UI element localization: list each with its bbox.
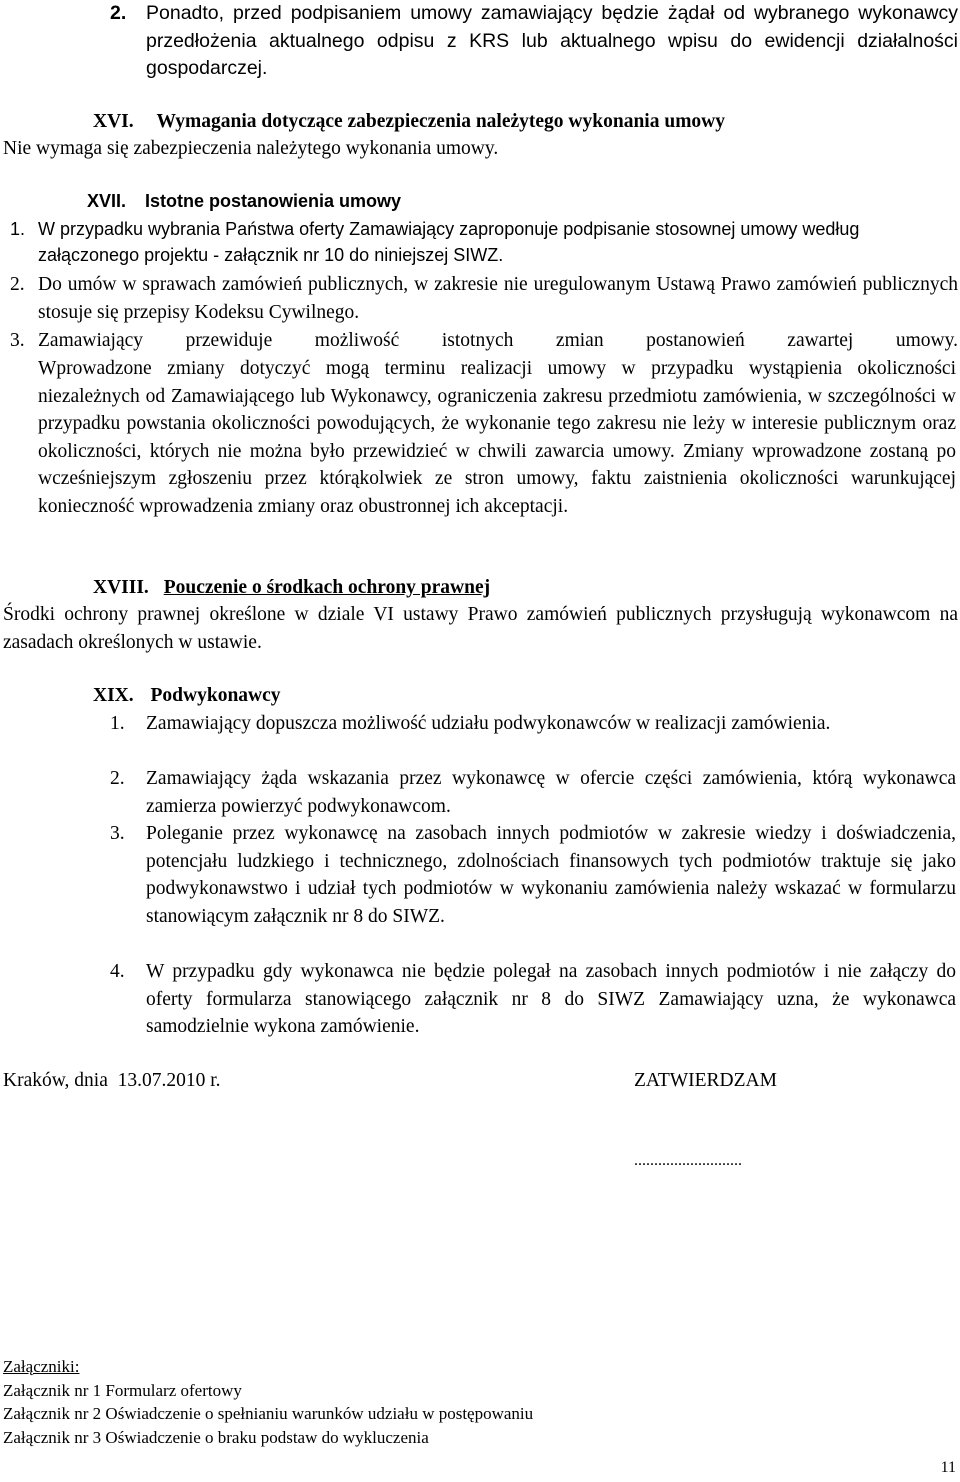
item-number: 4.: [110, 961, 125, 982]
list-item: [110, 765, 956, 820]
list-item: [110, 820, 956, 930]
section-heading-xviii: [93, 574, 953, 602]
item-number: 3.: [10, 330, 25, 351]
section-title: Istotne postanowienia umowy: [145, 191, 402, 211]
intro-item: [110, 0, 958, 83]
item-text: Zamawiający przewiduje możliwość istotnych zmian postanowień zawartej umowy.: [38, 330, 958, 351]
list-item: [110, 710, 956, 738]
list-item: [10, 217, 958, 268]
item-number: 2.: [110, 2, 127, 24]
item-text: W przypadku gdy wykonawca nie będzie polegał na zasobach innych podmiotów i nie załączy do oferty formularza stanowiącego załącznik nr 8 do SIWZ Zamawiający uzna, że wykonawca samodzielnie wykona zamówienie.: [146, 961, 956, 1037]
item-text: Zamawiający żąda wskazania przez wykonawcę w ofercie części zamówienia, którą wykonawca zamierza powierzyć podwykonawcom.: [146, 768, 956, 817]
item-number: 2.: [10, 274, 25, 295]
item-text: Zamawiający dopuszcza możliwość udziału podwykonawców w realizacji zamówienia.: [146, 713, 831, 734]
section-heading-xvii: [87, 189, 947, 215]
section-heading-xvi: [93, 108, 953, 136]
section-number: XVI.: [93, 111, 134, 132]
section-title: Wymagania dotyczące zabezpieczenia należytego wykonania umowy: [156, 111, 726, 132]
approval-label: ZATWIERDZAM: [634, 1070, 777, 1091]
page-number: 11: [940, 1459, 956, 1476]
attachment-item: Załącznik nr 3 Oświadczenie o braku podstaw do wykluczenia: [3, 1427, 429, 1447]
list-item: [10, 327, 958, 355]
paragraph: Wprowadzone zmiany dotyczyć mogą terminu realizacji umowy w przypadku wystąpienia okoliczności niezależnych od Zamawiającego lub Wykonawcy, ograniczenia zakresu przedmiotu zamówienia, w szczególności w przypadku powstania okoliczności powodujących, że wykonanie tego zakresu nie leży w interesie publicznym oraz okoliczności, których nie można było przewidzieć w chwili zawarcia umowy. Zmiany wprowadzone zostaną po wcześniejszym zgłoszeniu przez którąkolwiek ze stron umowy, faktu zaistnienia okoliczności warunkującej konieczność wprowadzenia zmiany oraz obustronnej ich akceptacji.: [38, 358, 956, 517]
item-number: 1.: [110, 713, 125, 734]
attachments-list: [3, 1355, 533, 1449]
item-text: Poleganie przez wykonawcę na zasobach innych podmiotów w zakresie wiedzy i doświadczenia, potencjału ludzkiego i technicznego, zdolnościach finansowych tych podmiotów traktuje się jako podwykonawstwo i udział tych podmiotów w wykonaniu zamówienia należy wskazać w formularzu stanowiącym załącznik nr 8 do SIWZ.: [146, 823, 956, 927]
item-number: 3.: [110, 823, 125, 844]
section-body-xvi: Nie wymaga się zabezpieczenia należytego wykonania umowy.: [3, 138, 499, 159]
attachment-item: Załącznik nr 2 Oświadczenie o spełnianiu warunków udziału w postępowaniu: [3, 1404, 534, 1423]
item-text: Ponadto, przed podpisaniem umowy zamawiający będzie żądał od wybranego wykonawcy przedłożenia aktualnego odpisu z KRS lub aktualnego wpisu do ewidencji działalności gospodarczej.: [146, 2, 958, 79]
section-number: XVII.: [87, 191, 127, 211]
item-text: Do umów w sprawach zamówień publicznych, w zakresie nie uregulowanym Ustawą Prawo zamówień publicznych stosuje się przepisy Kodeksu Cywilnego.: [38, 274, 958, 323]
place-date: Kraków, dnia 13.07.2010 r.: [3, 1070, 221, 1091]
section-title: Pouczenie o środkach ochrony prawnej: [163, 577, 491, 598]
attachment-item: Załącznik nr 1 Formularz ofertowy: [3, 1380, 242, 1400]
list-item: [110, 958, 956, 1041]
section-body-xviii: Środki ochrony prawnej określone w dziale VI ustawy Prawo zamówień publicznych przysługują wykonawcom na zasadach określonych w ustawie.: [3, 604, 958, 653]
signature-line: ...........................: [634, 1152, 742, 1169]
item-number: 2.: [110, 768, 125, 789]
section-title: Podwykonawcy: [150, 685, 281, 706]
section-number: XIX.: [93, 685, 134, 706]
item-text: W przypadku wybrania Państwa oferty Zamawiający zaproponuje podpisanie stosownej umowy według załączonego projektu - załącznik nr 10 do niniejszej SIWZ.: [38, 219, 860, 265]
item-number: 1.: [10, 219, 26, 239]
section-heading-xix: [93, 682, 953, 710]
attachments-heading: Załączniki:: [3, 1357, 80, 1376]
section-number: XVIII.: [93, 577, 149, 598]
list-item: [10, 271, 958, 326]
